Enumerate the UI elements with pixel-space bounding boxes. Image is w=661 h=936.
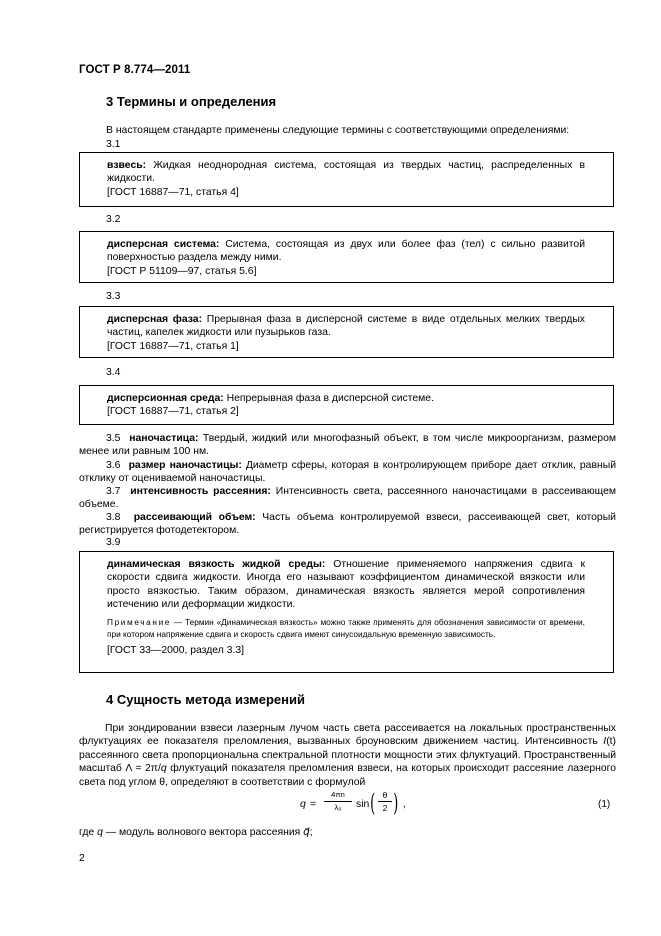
- section-4-paragraph: [79, 722, 616, 789]
- formula-1: [300, 790, 420, 820]
- formula-sin: sin: [356, 799, 370, 810]
- q-symbol: q: [97, 827, 103, 838]
- where-text: ;: [309, 827, 313, 838]
- item-number-3-2: 3.2: [106, 214, 121, 225]
- source-reference: [ГОСТ Р 51109—97, статья 5.6]: [107, 265, 257, 277]
- time-arg: (t): [606, 736, 616, 748]
- item-number: 3.7: [106, 486, 121, 497]
- term: взвесь:: [107, 160, 147, 171]
- q-symbol: q: [160, 763, 167, 775]
- page-number: 2: [79, 853, 85, 864]
- item-3-8: [79, 511, 616, 538]
- definition: Диаметр сферы, которая в контролирующем приборе дает отклик, равный отклику от оцениваемой наночастицы.: [79, 460, 616, 485]
- definition-box-3-9: [79, 551, 614, 673]
- term: дисперсная фаза:: [107, 314, 203, 325]
- formula-argument: [378, 790, 392, 813]
- definition: Непрерывная фаза в дисперсной системе.: [223, 393, 434, 404]
- definition: Прерывная фаза в дисперсной системе в виде отдельных мелких твердых частиц, капелек жидкости или пузырьков газа.: [107, 314, 585, 339]
- note: [107, 616, 585, 640]
- definition-box-3-4: [79, 385, 614, 425]
- definition-text: [107, 238, 585, 265]
- definition-box-3-1: [79, 152, 614, 207]
- note-label: Примечание: [107, 616, 172, 627]
- source-reference: [ГОСТ 33—2000, раздел 3.3]: [107, 645, 244, 657]
- source-reference: [ГОСТ 16887—71, статья 4]: [107, 186, 239, 198]
- definition-box-3-3: [79, 306, 614, 358]
- formula-lhs: q: [300, 799, 306, 810]
- fraction-denominator: λ₀: [334, 803, 342, 812]
- definition-text: [107, 159, 585, 186]
- term: интенсивность рассеяния:: [130, 486, 271, 497]
- formula-fraction: [324, 790, 352, 813]
- section-4-title: 4 Сущность метода измерений: [106, 692, 305, 707]
- definition: Часть объема контролируемой взвеси, рассеивающей свет, который регистрируется фотодетектором.: [79, 512, 616, 537]
- definition-box-3-2: [79, 231, 614, 283]
- note-text: — Термин «Динамическая вязкость» можно также применять для обозначения зависимости от времени, при котором напряжение сдвига и скорость сдвига имеют синусоидальную временную зависимость.: [107, 616, 585, 639]
- item-number-3-9: 3.9: [106, 537, 121, 548]
- where-text: — модуль волнового вектора рассеяния: [102, 827, 304, 838]
- term: динамическая вязкость жидкой среды:: [107, 559, 326, 570]
- fraction-numerator: 4πn: [331, 790, 345, 799]
- term: рассеивающий объем:: [133, 512, 256, 523]
- source-reference: [ГОСТ 16887—71, статья 1]: [107, 340, 239, 352]
- left-paren: (: [370, 789, 376, 817]
- section-3-title: 3 Термины и определения: [106, 94, 277, 109]
- source-reference: [ГОСТ 16887—71, статья 2]: [107, 406, 239, 418]
- item-number: 3.6: [106, 460, 121, 471]
- paragraph-text: При зондировании взвеси лазерным лучом часть света рассеивается на локальных пространственных флуктуациях ее показателя преломления, вызванных броуновским движением частиц. Интенсивность: [79, 723, 616, 748]
- item-3-6: [79, 459, 616, 486]
- definition: Отношение применяемого напряжения сдвига к скорости сдвига жидкости. Иногда его называют коэффициентом динамической вязкости или просто вязкостью. Таким образом, динамическая вязкость является мерой сопротивления истечению или деформации жидкости.: [107, 559, 585, 611]
- where-text: где: [79, 827, 98, 838]
- definition-text: [107, 558, 585, 612]
- item-number-3-4: 3.4: [106, 367, 121, 378]
- definition: Интенсивность света, рассеянного наночастицами в рассеивающем объеме.: [79, 486, 616, 511]
- where-clause: [79, 826, 616, 839]
- paragraph-text: флуктуаций показателя преломления взвеси, на которых происходит рассеяние лазерного света под углом θ, определяют в соответствии с формулой: [79, 763, 616, 788]
- q-vector-symbol: q⃗: [303, 827, 310, 838]
- document-header: ГОСТ Р 8.774—2011: [79, 64, 191, 76]
- definition: Твердый, жидкий или многофазный объект, в том числе микроорганизм, размером менее или равным 100 нм.: [79, 433, 616, 458]
- formula-comma: ,: [403, 799, 406, 810]
- fraction-bar: [378, 801, 392, 802]
- item-number: 3.8: [106, 512, 121, 523]
- item-number-3-3: 3.3: [106, 291, 121, 302]
- equation-number: (1): [598, 799, 611, 810]
- definition: Жидкая неоднородная система, состоящая из твердых частиц, распределенных в жидкости.: [107, 160, 585, 185]
- definition: Система, состоящая из двух или более фаз (тел) с сильно развитой поверхностью раздела между ними.: [107, 239, 585, 264]
- term: дисперсионная среда:: [107, 393, 224, 404]
- formula-equals: =: [310, 799, 317, 810]
- definition-text: [107, 313, 585, 340]
- argument-denominator: 2: [382, 803, 388, 813]
- fraction-bar: [324, 801, 352, 802]
- item-3-7: [79, 485, 616, 512]
- item-number-3-1: 3.1: [106, 139, 121, 150]
- right-paren: ): [393, 789, 399, 817]
- item-number: 3.5: [106, 433, 121, 444]
- term: наночастица:: [129, 433, 199, 444]
- term: дисперсная система:: [107, 239, 220, 250]
- term: размер наночастицы:: [128, 460, 242, 471]
- section-3-intro: В настоящем стандарте применены следующие термины с соответствующими определениями:: [106, 125, 570, 136]
- item-3-5: [79, 432, 616, 459]
- paragraph-text: рассеянного света пропорциональна спектральной плотности мощности этих флуктуаций. Пространственный масштаб Λ = 2π/: [79, 749, 616, 775]
- argument-numerator: θ: [382, 790, 388, 800]
- definition-text: [107, 392, 585, 405]
- intensity-symbol: I: [603, 736, 607, 748]
